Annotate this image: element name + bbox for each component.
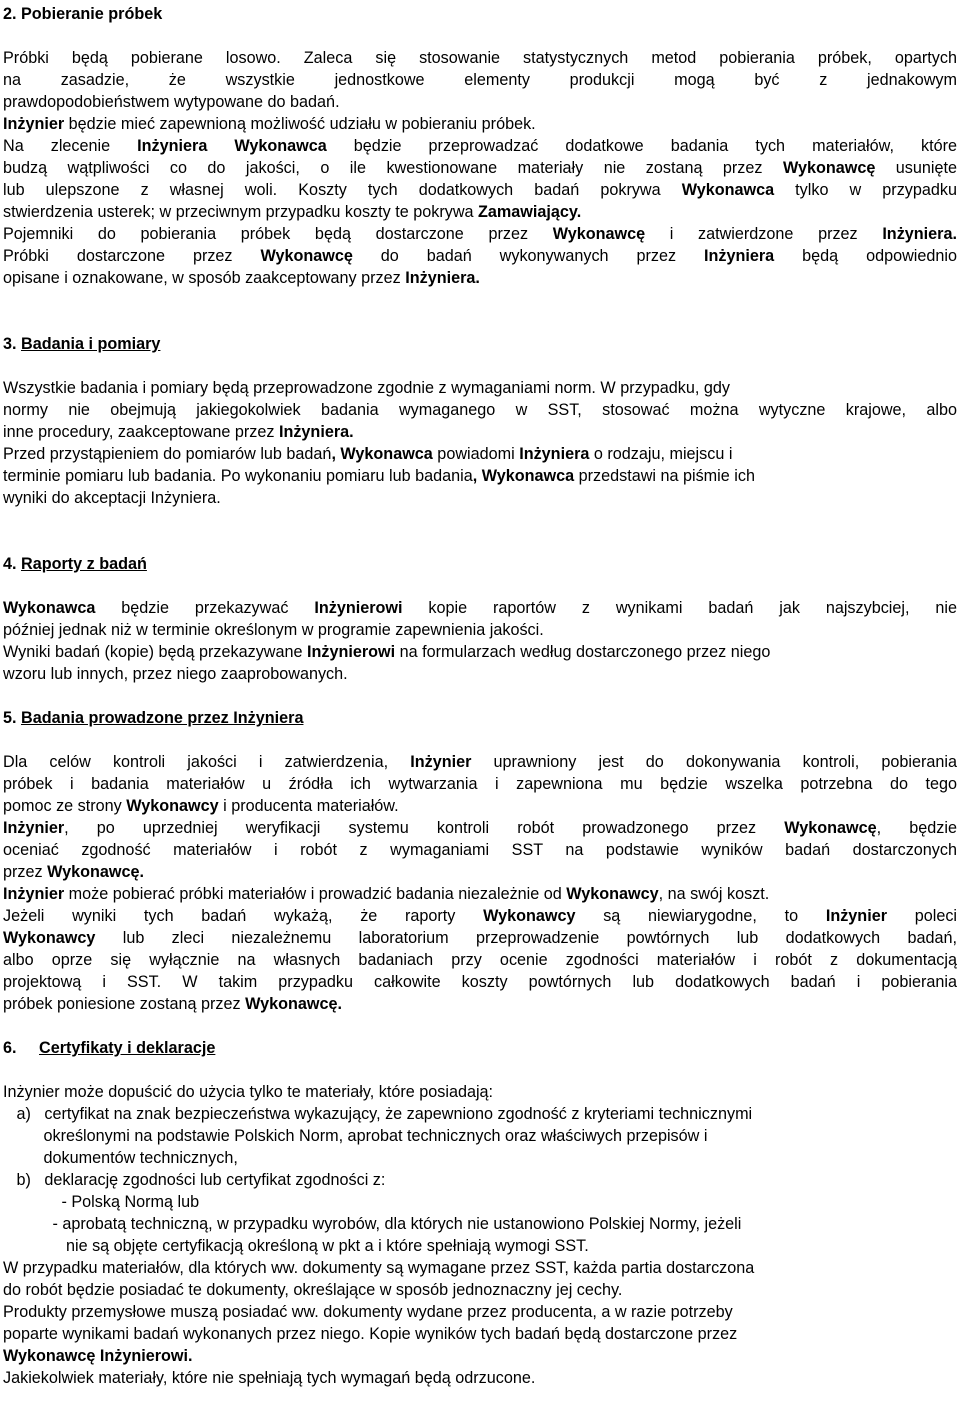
text-line xyxy=(3,223,957,245)
bold-text: Wykonawcę Inżynierowi. xyxy=(3,1347,193,1365)
text-line xyxy=(3,1235,957,1257)
text-line xyxy=(3,245,957,267)
text-line xyxy=(3,135,957,157)
text-run: prawdopodobieństwem wytypowane do badań. xyxy=(3,93,340,111)
text-run: a) certyfikat na znak bezpieczeństwa wykazujący, że zapewniono zgodność z kryteriami technicznymi xyxy=(3,1105,753,1123)
text-run: Pojemniki do pobierania próbek będą dostarczone przez xyxy=(3,225,553,243)
text-run: 6. xyxy=(3,1039,39,1057)
text-run: na formularzach według dostarczonego przez niego xyxy=(395,643,771,661)
text-run: 2. Pobieranie próbek xyxy=(3,5,163,23)
bold-text: , Wykonawca xyxy=(472,467,575,485)
text-run: tylko w przypadku xyxy=(774,181,957,199)
section-heading xyxy=(3,3,957,25)
text-run: stwierdzenia usterek; w przeciwnym przypadku koszty te pokrywa xyxy=(3,203,479,221)
text-run: Produkty przemysłowe muszą posiadać ww. dokumenty wydane przez producenta, a w razie potrzeby xyxy=(3,1303,733,1321)
text-run: Jeżeli wyniki tych badań wykażą, że raporty xyxy=(3,907,484,925)
section-heading xyxy=(3,553,957,575)
text-run: i producenta materiałów. xyxy=(218,797,399,815)
text-line xyxy=(3,69,957,91)
text-run: , na swój koszt. xyxy=(658,885,770,903)
text-run: Dla celów kontroli jakości i zatwierdzenia, xyxy=(3,753,411,771)
text-run: przedstawi na piśmie ich xyxy=(574,467,755,485)
text-line xyxy=(3,1279,957,1301)
text-run: może pobierać próbki materiałów i prowadzić badania niezależnie od xyxy=(64,885,567,903)
text-line xyxy=(3,421,957,443)
heading-title: Raporty z badań xyxy=(21,555,147,573)
text-run: Jakiekolwiek materiały, które nie spełniają tych wymagań będą odrzucone. xyxy=(3,1369,536,1387)
text-run: wzoru lub innych, przez niego zaaprobowanych. xyxy=(3,665,348,683)
text-run: Wyniki badań (kopie) będą przekazywane xyxy=(3,643,307,661)
text-line xyxy=(3,157,957,179)
text-line xyxy=(3,47,957,69)
text-line xyxy=(3,179,957,201)
bold-text: Inżyniera xyxy=(519,445,590,463)
text-line xyxy=(3,641,957,663)
text-line xyxy=(3,1301,957,1323)
text-run: budzą wątpliwości co do jakości, o ile kwestionowane materiały nie zostaną przez xyxy=(3,159,783,177)
text-line xyxy=(3,487,957,509)
text-run: przez xyxy=(3,863,48,881)
bold-text: , Wykonawca xyxy=(331,445,433,463)
text-line xyxy=(3,1081,957,1103)
text-line xyxy=(3,905,957,927)
text-line xyxy=(3,949,957,971)
bold-text: Zamawiający. xyxy=(478,203,582,221)
text-line xyxy=(3,597,957,619)
text-run: terminie pomiaru lub badania. Po wykonaniu pomiaru lub badania xyxy=(3,467,473,485)
bold-text: Inżyniera. xyxy=(882,225,957,243)
text-line xyxy=(3,1345,957,1367)
text-line xyxy=(3,751,957,773)
text-run: próbek poniesione zostaną przez xyxy=(3,995,246,1013)
text-run: , po uprzedniej weryfikacji systemu kontroli robót prowadzonego przez xyxy=(64,819,785,837)
bold-text: Inżyniera. xyxy=(278,423,354,441)
text-run: lub ulepszone z własnej woli. Koszty tych dodatkowych badań pokrywa xyxy=(3,181,682,199)
text-run: W przypadku materiałów, dla których ww. dokumenty są wymagane przez SST, każda partia dostarczona xyxy=(3,1259,755,1277)
text-run: o rodzaju, miejscu i xyxy=(589,445,733,463)
section-heading xyxy=(3,333,957,355)
text-run: będzie przeprowadzać dodatkowe badania tych materiałów, które xyxy=(326,137,957,155)
text-line xyxy=(3,1257,957,1279)
text-line xyxy=(3,1367,957,1389)
text-run: Próbki dostarczone przez xyxy=(3,247,261,265)
text-run: próbek i badania materiałów u źródła ich wytwarzania i zapewniona mu będzie wszelka potrzebna do tego xyxy=(3,775,957,793)
section-heading xyxy=(3,1037,957,1059)
text-run: określonymi na podstawie Polskich Norm, aprobat technicznych oraz właściwych przepisów i xyxy=(3,1127,708,1145)
text-line xyxy=(3,795,957,817)
bold-text: Wykonawcę xyxy=(260,247,353,265)
text-run: normy nie obejmują jakiegokolwiek badania wymaganego w SST, stosować można wytyczne krajowe, albo xyxy=(3,401,957,419)
text-run: opisane i oznakowane, w sposób zaakceptowany przez xyxy=(3,269,406,287)
text-run: Na zlecenie xyxy=(3,137,138,155)
text-run: uprawniony jest do dokonywania kontroli, pobierania xyxy=(471,753,957,771)
bold-text: Wykonawcę. xyxy=(47,863,144,881)
text-run: nie są objęte certyfikacją określoną w pkt a i które spełniają wymogi SST. xyxy=(3,1237,589,1255)
text-line xyxy=(3,993,957,1015)
text-run: poleci xyxy=(887,907,958,925)
text-run: wyniki do akceptacji Inżyniera. xyxy=(3,489,221,507)
text-run: na zasadzie, że wszystkie jednostkowe elementy produkcji mogą być z jednakowym xyxy=(3,71,957,89)
bold-text: Inżynier xyxy=(410,753,472,771)
heading-title: Certyfikaty i deklaracje xyxy=(39,1039,216,1057)
text-run: powiadomi xyxy=(432,445,520,463)
text-run: - Polską Normą lub xyxy=(3,1193,200,1211)
text-run: pomoc ze strony xyxy=(3,797,127,815)
bold-text: Inżyniera Wykonawca xyxy=(137,137,327,155)
text-line xyxy=(3,773,957,795)
text-line xyxy=(3,399,957,421)
text-run: 5. xyxy=(3,709,21,727)
bold-text: Inżynierowi xyxy=(314,599,403,617)
text-run: lub zleci niezależnemu laboratorium przeprowadzenie powtórnych lub dodatkowych badań, xyxy=(95,929,957,947)
text-run: , będzie xyxy=(876,819,957,837)
text-run: albo oprze się wyłącznie na własnych badaniach przy ocenie zgodności materiałów i robót z dokumentacją xyxy=(3,951,957,969)
text-run: inne procedury, zaakceptowane przez xyxy=(3,423,279,441)
bold-text: Wykonawcy xyxy=(126,797,219,815)
bold-text: Inżynier xyxy=(3,115,65,133)
text-line xyxy=(3,267,957,289)
bold-text: Wykonawca xyxy=(681,181,775,199)
text-run: później jednak niż w terminie określonym w programie zapewnienia jakości. xyxy=(3,621,544,639)
bold-text: Inżynier xyxy=(3,885,65,903)
bold-text: Inżynier xyxy=(825,907,887,925)
bold-text: Wykonawcy xyxy=(3,929,96,947)
text-line xyxy=(3,91,957,113)
text-run: będzie mieć zapewnioną możliwość udziału w pobieraniu próbek. xyxy=(64,115,536,133)
text-run: i zatwierdzone przez xyxy=(645,225,883,243)
text-line xyxy=(3,1213,957,1235)
text-run: do robót będzie posiadać te dokumenty, określające w sposób jednoznaczny jej cechy. xyxy=(3,1281,623,1299)
bold-text: Wykonawcy xyxy=(483,907,576,925)
text-line xyxy=(3,1169,957,1191)
text-run: do badań wykonywanych przez xyxy=(352,247,704,265)
text-run: b) deklarację zgodności lub certyfikat zgodności z: xyxy=(3,1171,386,1189)
text-run: będą odpowiednio xyxy=(774,247,957,265)
bold-text: Inżyniera xyxy=(704,247,775,265)
heading-title: Badania i pomiary xyxy=(21,335,161,353)
bold-text: Inżyniera. xyxy=(405,269,480,287)
text-run: 3. xyxy=(3,335,21,353)
text-line xyxy=(3,465,957,487)
bold-text: Wykonawcę xyxy=(782,159,876,177)
text-run: Inżynier może dopuścić do użycia tylko te materiały, które posiadają: xyxy=(3,1083,494,1101)
bold-text: Inżynierowi xyxy=(306,643,396,661)
text-line xyxy=(3,377,957,399)
section-heading xyxy=(3,707,957,729)
text-run: projektową i SST. W takim przypadku całkowite koszty powtórnych lub dodatkowych badań i pobierania xyxy=(3,973,957,991)
text-run: Wszystkie badania i pomiary będą przeprowadzone zgodnie z wymaganiami norm. W przypadku, gdy xyxy=(3,379,730,397)
text-line xyxy=(3,1323,957,1345)
text-line xyxy=(3,1103,957,1125)
text-line xyxy=(3,971,957,993)
bold-text: Wykonawca xyxy=(3,599,96,617)
text-line xyxy=(3,1147,957,1169)
text-run: Przed przystąpieniem do pomiarów lub badań xyxy=(3,445,332,463)
text-line xyxy=(3,201,957,223)
text-run: - aprobatą techniczną, w przypadku wyrobów, dla których nie ustanowiono Polskiej Normy, jeżeli xyxy=(3,1215,742,1233)
bold-text: Inżynier xyxy=(3,819,65,837)
heading-title: Badania prowadzone przez Inżyniera xyxy=(21,709,304,727)
bold-text: Wykonawcy xyxy=(566,885,659,903)
bold-text: Wykonawcę. xyxy=(245,995,342,1013)
text-run: poparte wynikami badań wykonanych przez niego. Kopie wyników tych badań będą dostarczone przez xyxy=(3,1325,738,1343)
text-run: dokumentów technicznych, xyxy=(3,1149,238,1167)
text-line xyxy=(3,927,957,949)
bold-text: Wykonawcę xyxy=(552,225,646,243)
text-run: będzie przekazywać xyxy=(95,599,315,617)
text-line xyxy=(3,861,957,883)
text-line xyxy=(3,883,957,905)
text-run: 4. xyxy=(3,555,21,573)
text-run: oceniać zgodność materiałów i robót z wymaganiami SST na podstawie wyników badań dostarczonych xyxy=(3,841,957,859)
text-run: są niewiarygodne, to xyxy=(575,907,826,925)
text-run: Próbki będą pobierane losowo. Zaleca się stosowanie statystycznych metod pobierania próbek, opartych xyxy=(3,49,957,67)
text-line xyxy=(3,817,957,839)
text-line xyxy=(3,663,957,685)
bold-text: Wykonawcę xyxy=(784,819,877,837)
text-line xyxy=(3,839,957,861)
text-line xyxy=(3,1191,957,1213)
text-line xyxy=(3,113,957,135)
text-line xyxy=(3,619,957,641)
text-line xyxy=(3,443,957,465)
text-run: usunięte xyxy=(875,159,957,177)
text-line xyxy=(3,1125,957,1147)
text-run: kopie raportów z wynikami badań jak najszybciej, nie xyxy=(402,599,957,617)
